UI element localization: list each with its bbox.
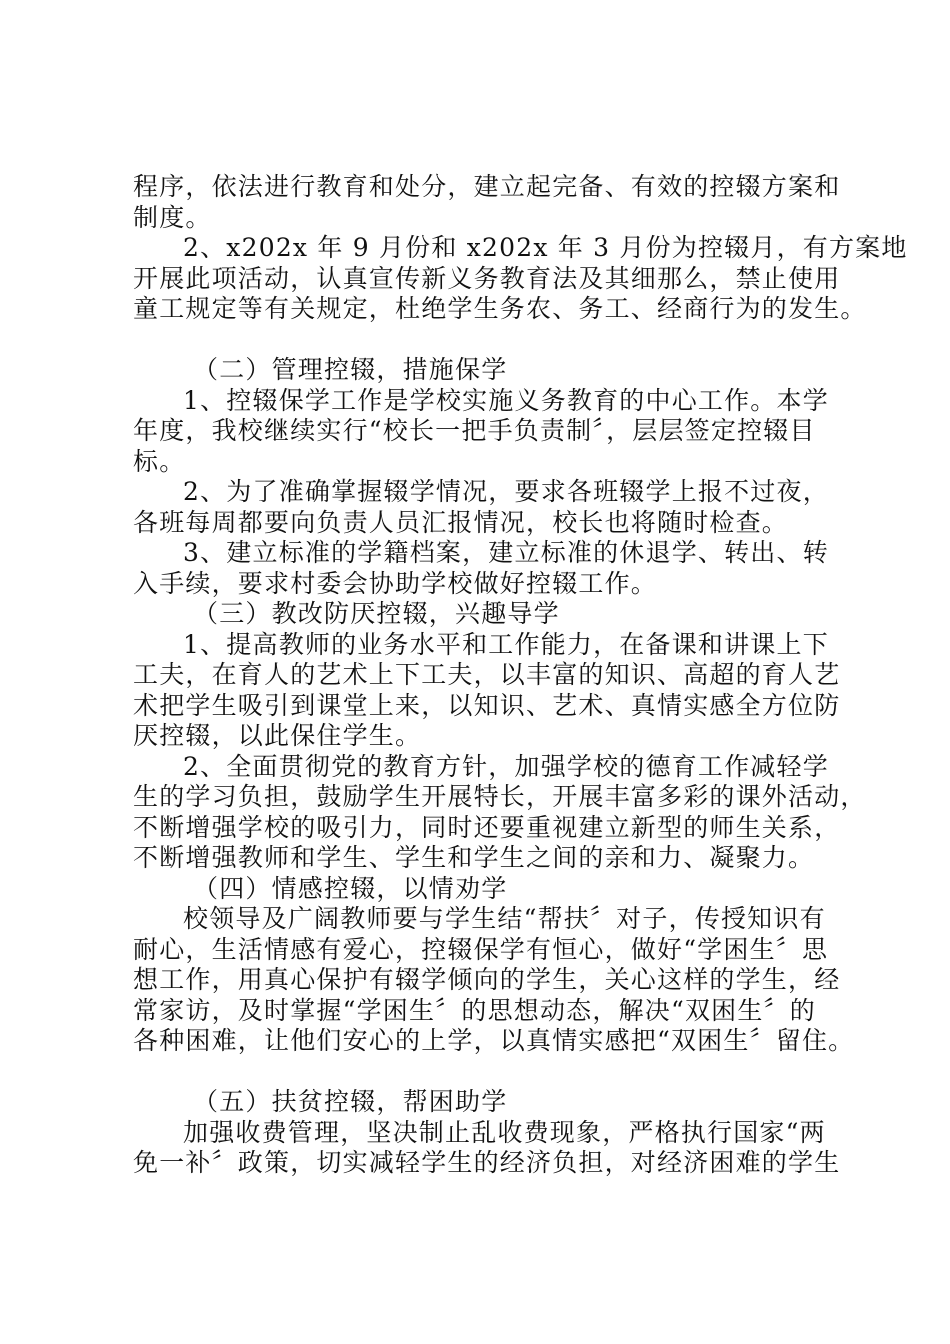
paragraph-line: 1、控辍保学工作是学校实施义务教育的中心工作。本学	[183, 385, 829, 415]
section-heading: （五）扶贫控辍，帮困助学	[193, 1087, 508, 1116]
paragraph-line: 制度。	[133, 202, 212, 232]
paragraph-line: 3、建立标准的学籍档案，建立标准的休退学、转出、转	[183, 538, 829, 567]
paragraph-line: 想工作，用真心保护有辍学倾向的学生，关心这样的学生，经	[133, 965, 841, 994]
paragraph-line: 耐心，生活情感有爱心，控辍保学有恒心，做好“学困生〞思	[133, 934, 829, 964]
section-heading: （三）教改防厌控辍，兴趣导学	[193, 599, 560, 628]
paragraph-line: 术把学生吸引到课堂上来，以知识、艺术、真情实感全方位防	[133, 690, 841, 720]
paragraph-line: 2、全面贯彻党的教育方针，加强学校的德育工作减轻学	[183, 751, 829, 781]
paragraph-line: 程序，依法进行教育和处分，建立起完备、有效的控辍方案和	[133, 172, 841, 201]
paragraph-gap	[133, 325, 833, 356]
paragraph-line: 童工规定等有关规定，杜绝学生务农、务工、经商行为的发生。	[133, 294, 867, 323]
paragraph-line: 2、为了准确掌握辍学情况，要求各班辍学上报不过夜，	[183, 477, 829, 506]
section-heading: （四）情感控辍，以情劝学	[193, 873, 508, 903]
paragraph-line: 不断增强学校的吸引力，同时还要重视建立新型的师生关系，	[133, 812, 841, 842]
paragraph-line: 免一补〞政策，切实减轻学生的经济负担，对经济困难的学生	[133, 1148, 841, 1177]
paragraph-line: 各班每周都要向负责人员汇报情况，校长也将随时检查。	[133, 507, 789, 537]
section-heading: （二）管理控辍，措施保学	[193, 355, 508, 384]
paragraph-line: 校领导及广阔教师要与学生结“帮扶〞对子，传授知识有	[183, 904, 826, 933]
paragraph-line: 标。	[133, 446, 186, 476]
paragraph-line: 生的学习负担，鼓励学生开展特长，开展丰富多彩的课外活动，	[133, 782, 867, 811]
paragraph-line: 开展此项活动，认真宣传新义务教育法及其细那么，禁止使用	[133, 263, 841, 293]
paragraph-line: 2、x202x 年 9 月份和 x202x 年 3 月份为控辍月，有方案地	[183, 233, 908, 262]
paragraph-gap	[133, 1057, 833, 1088]
paragraph-line: 各种困难，让他们安心的上学，以真情实感把“双困生〞留住。	[133, 1026, 855, 1055]
paragraph-line: 常家访，及时掌握“学困生〞的思想动态，解决“双困生〞的	[133, 995, 816, 1025]
document-body	[133, 172, 908, 1179]
paragraph-line: 厌控辍，以此保住学生。	[133, 721, 422, 750]
paragraph-line: 不断增强教师和学生、学生和学生之间的亲和力、凝聚力。	[133, 843, 815, 872]
paragraph-line: 加强收费管理，坚决制止乱收费现象，严格执行国家“两	[183, 1117, 826, 1147]
paragraph-line: 入手续，要求村委会协助学校做好控辍工作。	[133, 568, 658, 598]
paragraph-line: 年度，我校继续实行“校长一把手负责制〞，层层签定控辍目	[133, 416, 816, 445]
paragraph-line: 工夫，在育人的艺术上下工夫，以丰富的知识、高超的育人艺	[133, 660, 841, 689]
paragraph-line: 1、提高教师的业务水平和工作能力，在备课和讲课上下	[183, 629, 829, 659]
